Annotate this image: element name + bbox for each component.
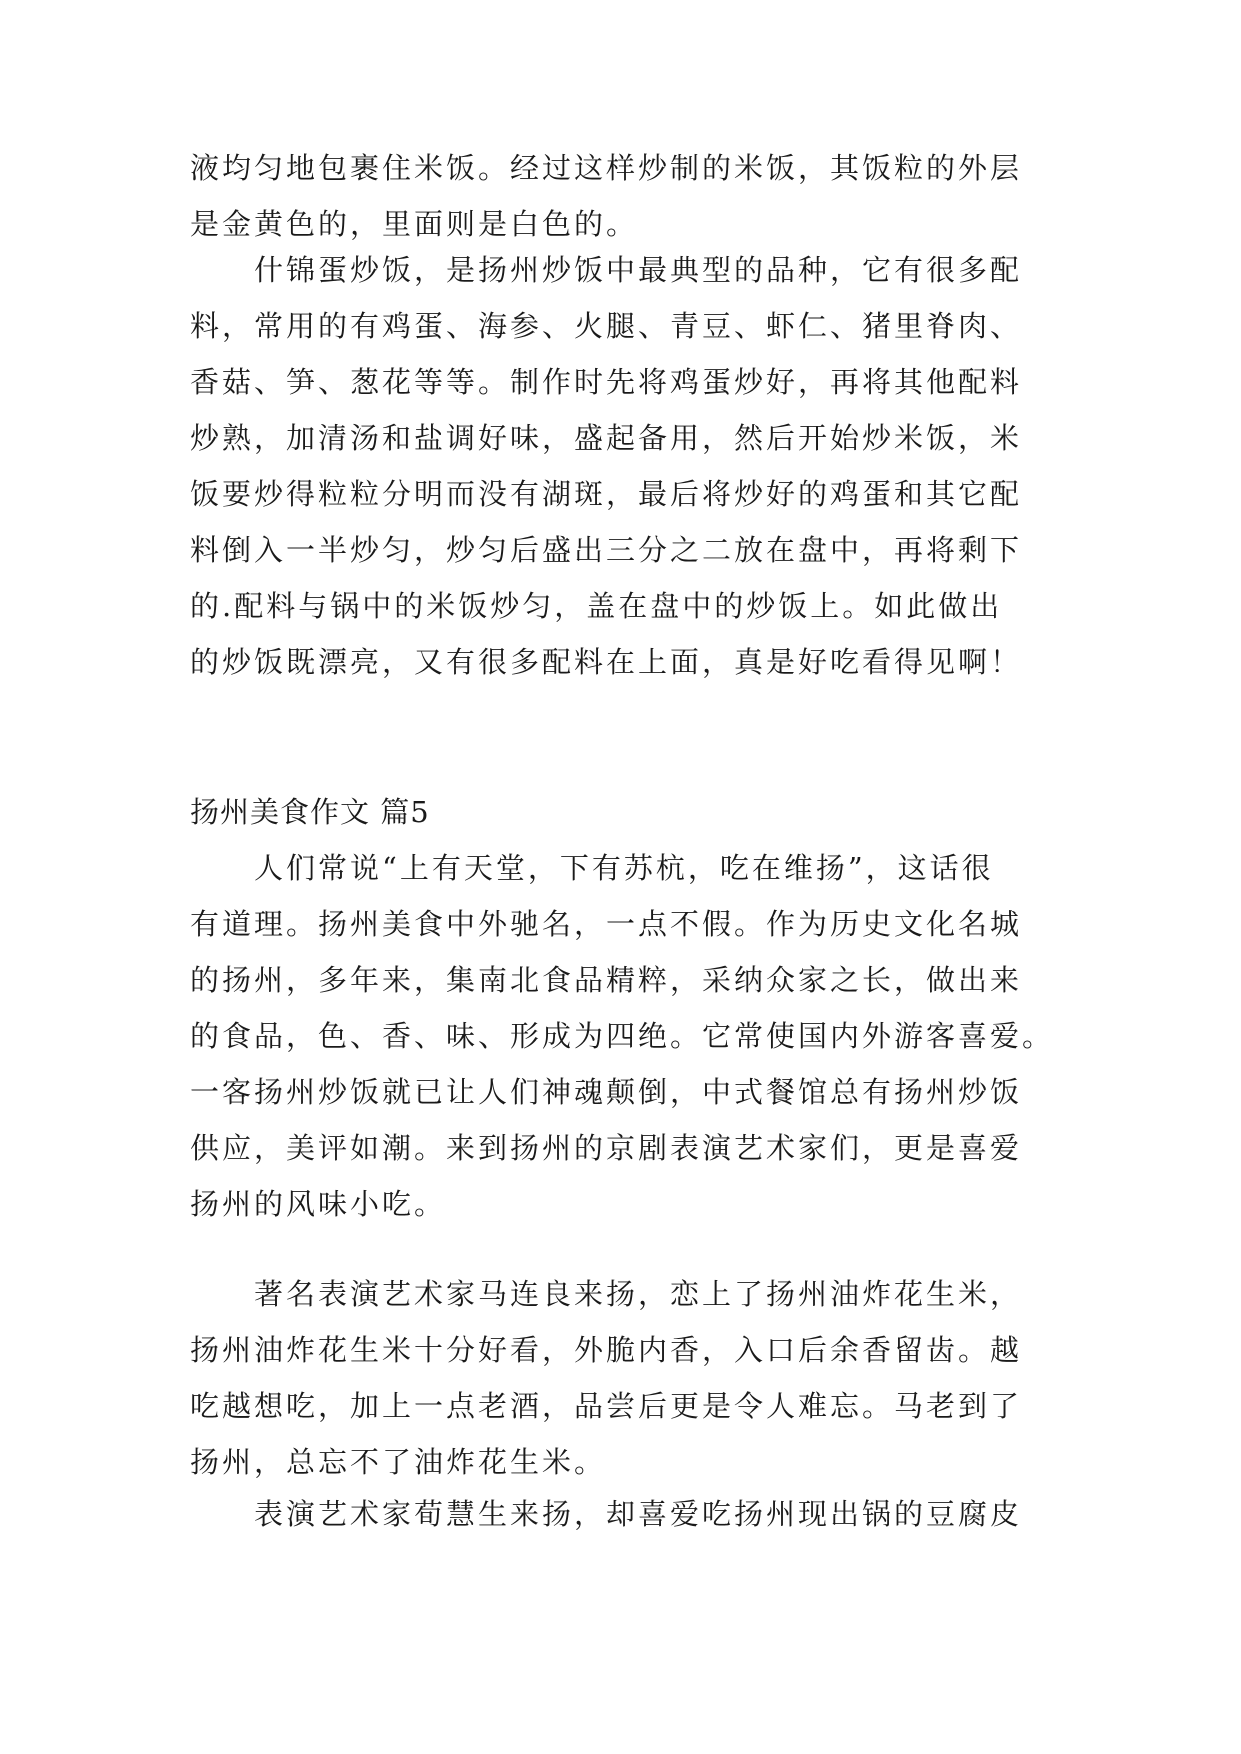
text-line: 人们常说“上有天堂，下有苏杭，吃在维扬”，这话很 [254,851,994,885]
text-line: 扬州油炸花生米十分好看，外脆内香，入口后余香留齿。越 [190,1333,1023,1367]
paragraph-yangzhou-cuisine-intro [190,840,1055,1232]
text-line: 炒熟，加清汤和盐调好味，盛起备用，然后开始炒米饭，米 [190,421,1023,455]
text-line: 什锦蛋炒饭，是扬州炒饭中最典型的品种，它有很多配 [254,253,1023,287]
text-line: 一客扬州炒饭就已让人们神魂颠倒，中式餐馆总有扬州炒饭 [190,1075,1023,1109]
text-line: 扬州，总忘不了油炸花生米。 [190,1445,607,1479]
paragraph-fried-peanuts [190,1266,1050,1490]
text-line: 的扬州，多年来，集南北食品精粹，采纳众家之长，做出来 [190,963,1023,997]
text-line: 料，常用的有鸡蛋、海参、火腿、青豆、虾仁、猪里脊肉、 [190,309,1023,343]
text-line: 著名表演艺术家马连良来扬，恋上了扬州油炸花生米， [254,1277,1023,1311]
text-line: 饭要炒得粒粒分明而没有湖斑，最后将炒好的鸡蛋和其它配 [190,477,1023,511]
text-line: 吃越想吃，加上一点老酒，品尝后更是令人难忘。马老到了 [190,1389,1023,1423]
paragraph-assorted-egg-fried-rice [190,242,1050,690]
text-line: 料倒入一半炒匀，炒匀后盛出三分之二放在盘中，再将剩下 [190,533,1023,567]
text-line: 表演艺术家荀慧生来扬，却喜爱吃扬州现出锅的豆腐皮 [254,1497,1023,1531]
paragraph-tofu-skin [190,1486,1050,1542]
section-heading [190,784,1050,840]
paragraph-rice-coating [190,140,1050,252]
text-line: 有道理。扬州美食中外驰名，一点不假。作为历史文化名城 [190,907,1023,941]
text-line: 香菇、笋、葱花等等。制作时先将鸡蛋炒好，再将其他配料 [190,365,1023,399]
article-title: 扬州美食作文 篇5 [190,795,430,829]
text-line: 液均匀地包裹住米饭。经过这样炒制的米饭，其饭粒的外层 [190,151,1023,185]
text-line: 的.配料与锅中的米饭炒匀，盖在盘中的炒饭上。如此做出 [190,589,1003,623]
text-line: 扬州的风味小吃。 [190,1187,447,1221]
text-line: 的炒饭既漂亮，又有很多配料在上面，真是好吃看得见啊！ [190,645,1023,679]
text-line: 的食品，色、香、味、形成为四绝。它常使国内外游客喜爱。 [190,1019,1055,1053]
text-line: 是金黄色的，里面则是白色的。 [190,207,639,241]
text-line: 供应，美评如潮。来到扬州的京剧表演艺术家们，更是喜爱 [190,1131,1023,1165]
